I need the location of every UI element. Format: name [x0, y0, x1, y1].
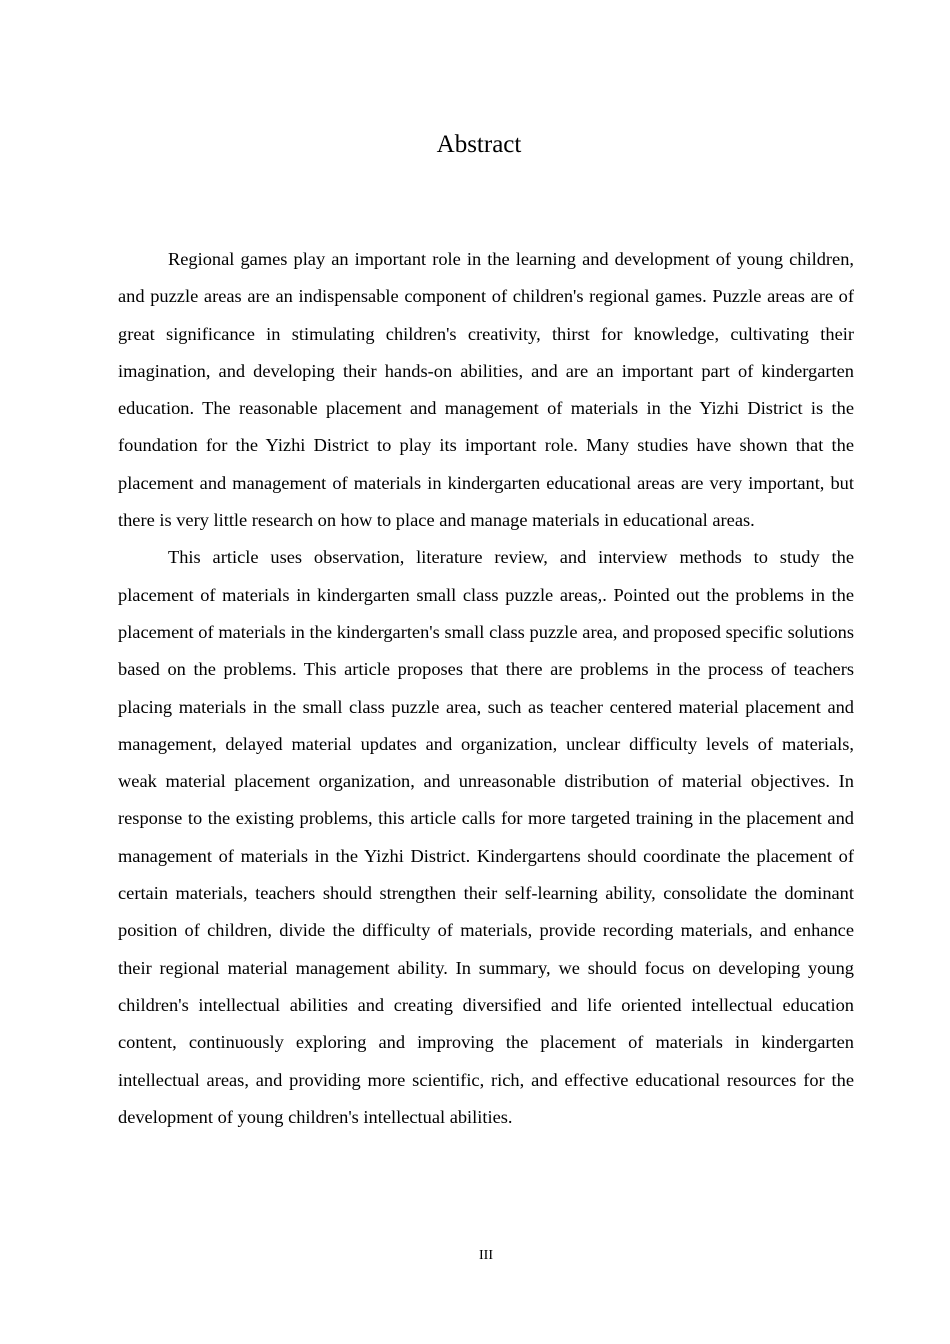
page-number: III	[479, 1248, 493, 1263]
abstract-paragraph-1: Regional games play an important role in the learning and development of young children, and puzzle areas are an indispensable component of children's regional games. Puzzle areas are of great significance in stimulating children's creativity, thirst for knowledge, cultivating their imagination, and developing their hands-on abilities, and are an important part of kindergarten education. The reasonable placement and management of materials in the Yizhi District is the foundation for the Yizhi District to play its important role. Many studies have shown that the placement and management of materials in kindergarten educational areas are very important, but there is very little research on how to place and manage materials in educational areas.	[118, 249, 854, 531]
abstract-paragraph-2: This article uses observation, literature review, and interview methods to study the placement of materials in kindergarten small class puzzle areas,. Pointed out the problems in the placement of materials in the kindergarten's small class puzzle area, and proposed specific solutions based on the problems. This article proposes that there are problems in the process of teachers placing materials in the small class puzzle area, such as teacher centered material placement and management, delayed material updates and organization, unclear difficulty levels of materials, weak material placement organization, and unreasonable distribution of material objectives. In response to the existing problems, this article calls for more targeted training in the placement and management of materials in the Yizhi District. Kindergartens should coordinate the placement of certain materials, teachers should strengthen their self-learning ability, consolidate the dominant position of children, divide the difficulty of materials, provide recording materials, and enhance their regional material management ability. In summary, we should focus on developing young children's intellectual abilities and creating diversified and life oriented intellectual education content, continuously exploring and improving the placement of materials in kindergarten intellectual areas, and providing more scientific, rich, and effective educational resources for the development of young children's intellectual abilities.	[118, 547, 854, 1127]
abstract-title: Abstract	[436, 131, 522, 158]
abstract-body	[118, 241, 854, 1136]
